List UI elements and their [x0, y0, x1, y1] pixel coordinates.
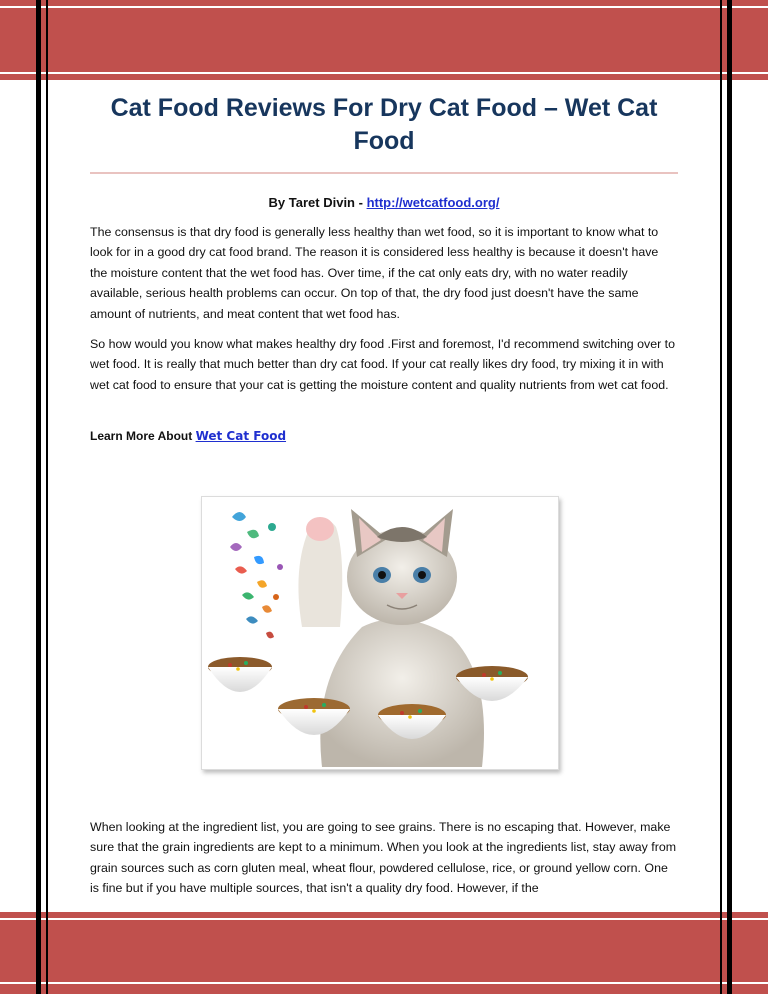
footer-band-line [0, 918, 768, 920]
article-body [90, 92, 678, 445]
footer-band-line [0, 982, 768, 984]
header-band-line [0, 6, 768, 8]
byline [90, 194, 678, 212]
left-border-thick [36, 0, 41, 994]
learn-more-link[interactable]: Wet Cat Food [195, 429, 287, 444]
right-border-thin [720, 0, 722, 994]
header-band [0, 0, 768, 80]
learn-more-label: Learn More About [90, 429, 196, 444]
closing-section [90, 817, 680, 899]
byline-link[interactable]: http://wetcatfood.org/ [366, 195, 500, 210]
paragraph-2: So how would you know what makes healthy dry food .First and foremost, I'd recommend switching over to wet food. It is really that much better than dry cat food. If your cat really likes dry food, try mixing it in with wet cat food to ensure that your cat is getting the moisture content and quality nutrients from wet cat food. [90, 337, 675, 392]
title-divider [90, 172, 678, 174]
learn-more [90, 427, 678, 445]
flying-food-shapes [230, 512, 283, 638]
paragraph-1: The consensus is that dry food is generally less healthy than wet food, so it is important to know what to look for in a good dry cat food brand. The reason it is considered less healthy is because it doesn't have the moisture content that the wet food has. Over time, if the cat only eats dry, with no water readily available, serious health problems can occur. On top of that, the dry food just doesn't have the same amount of nutrients, and meat content that wet food has. [90, 225, 659, 321]
right-border-thick [727, 0, 732, 994]
cat-with-food-bowls-photo [201, 496, 559, 770]
header-band-line [0, 72, 768, 74]
paragraph-3: When looking at the ingredient list, you are going to see grains. There is no escaping that. However, make sure that the grain ingredients are kept to a minimum. When you look at the ingredients list, stay away from grain sources such as corn gluten meal, wheat flour, powdered cellulose, rice, or ground yellow corn. One is fine but if you have multiple sources, that isn't a quality dry food. However, if the [90, 820, 677, 896]
byline-author: By Taret Divin - [268, 195, 367, 210]
footer-band [0, 912, 768, 994]
page-title: Cat Food Reviews For Dry Cat Food – Wet Cat Food [110, 94, 658, 155]
left-border-thin [46, 0, 48, 994]
